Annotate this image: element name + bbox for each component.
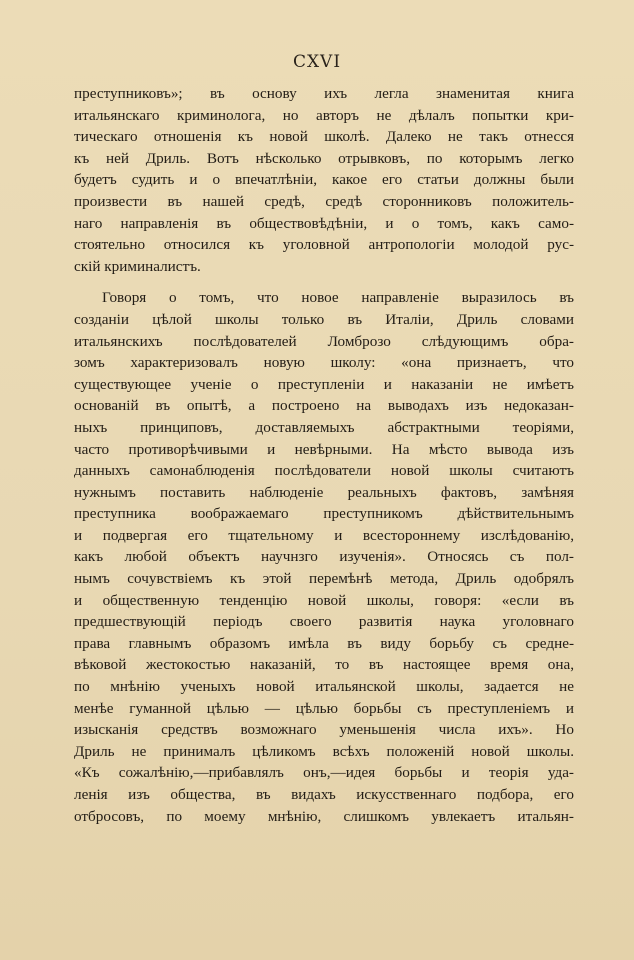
text-line: будетъ судить и о впечатлѣніи, какое его статьи должны были: [74, 171, 574, 189]
text-line: предшествующій періодъ своего развитія наука уголовнаго: [74, 613, 574, 631]
text-line: часто противорѣчивыми и невѣрными. На мѣсто вывода изъ: [74, 440, 574, 458]
page-number: CXVI: [292, 52, 342, 72]
text-line: вѣковой жестокостью наказаній, то въ настоящее время она,: [74, 656, 574, 674]
text-line: Говоря о томъ, что новое направленіе выразилось въ: [102, 289, 574, 307]
text-line: ленія изъ общества, въ видахъ искусственнаго подбора, его: [74, 786, 574, 803]
text-line: преступника воображаемаго преступникомъ дѣйствительнымъ: [74, 505, 574, 523]
text-line: преступниковъ»; въ основу ихъ легла знаменитая книга: [74, 85, 574, 102]
text-line: произвести въ нашей средѣ, средѣ сторонниковъ положитель-: [74, 192, 574, 210]
body-text: [74, 83, 574, 827]
text-line: итальянскаго криминолога, но авторъ не дѣлалъ попытки кри-: [74, 106, 574, 124]
text-line: права главнымъ образомъ имѣла въ виду борьбу съ средне-: [74, 634, 574, 652]
text-line: отбросовъ, по моему мнѣнію, слишкомъ увлекаетъ итальян-: [74, 807, 574, 825]
paragraph-2: [74, 287, 574, 827]
text-line: Дриль не принималъ цѣликомъ всѣхъ положеній новой школы.: [74, 742, 574, 760]
text-line: къ ней Дриль. Вотъ нѣсколько отрывковъ, по которымъ легко: [74, 149, 574, 167]
text-line: зомъ характеризовалъ новую школу: «она признаетъ, что: [74, 354, 574, 372]
text-line: существующее ученіе о преступленіи и наказаніи не имѣетъ: [74, 375, 574, 393]
text-line: изысканія средствъ возможнаго уменьшенія числа ихъ». Но: [74, 721, 574, 739]
text-line: какъ любой объектъ научнзго изученія». Относясь съ пол-: [74, 548, 574, 566]
text-line: и общественную тенденцію новой школы, говоря: «если въ: [74, 591, 574, 609]
text-line: нужнымъ поставить наблюденіе реальныхъ фактовъ, замѣняя: [74, 483, 574, 501]
text-line: данныхъ самонаблюденія послѣдователи новой школы считаютъ: [74, 462, 574, 480]
text-line: нымъ сочувствіемъ къ этой перемѣнѣ метода, Дриль одобрялъ: [74, 570, 574, 588]
text-line: менѣе гуманной цѣлью — цѣлью борьбы съ преступленіемъ и: [74, 699, 574, 717]
text-line: по мнѣнію ученыхъ новой итальянской школы, задается не: [74, 678, 574, 696]
text-line: ныхъ принциповъ, доставляемыхъ абстрактными теоріями,: [74, 418, 574, 436]
paragraph-1: [74, 83, 574, 277]
text-line: тическаго отношенія къ новой школѣ. Далеко не такъ отнесся: [74, 128, 574, 146]
text-line: скій криминалистъ.: [74, 257, 201, 275]
text-line: итальянскихъ послѣдователей Ломброзо слѣдующимъ обра-: [74, 332, 574, 350]
text-line: созданіи цѣлой школы только въ Италіи, Дриль словами: [74, 310, 574, 328]
text-line: и подвергая его тщательному и всестороннему изслѣдованію,: [74, 526, 574, 544]
text-line: наго направленія въ обществовѣдѣніи, и о томъ, какъ само-: [74, 214, 574, 232]
text-line: основаній въ опытѣ, а построено на выводахъ изъ недоказан-: [74, 397, 574, 415]
text-line: «Къ сожалѣнію,—прибавлялъ онъ,—идея борьбы и теорія уда-: [74, 764, 574, 782]
text-line: стоятельно относился къ уголовной антропологіи молодой рус-: [74, 236, 574, 254]
